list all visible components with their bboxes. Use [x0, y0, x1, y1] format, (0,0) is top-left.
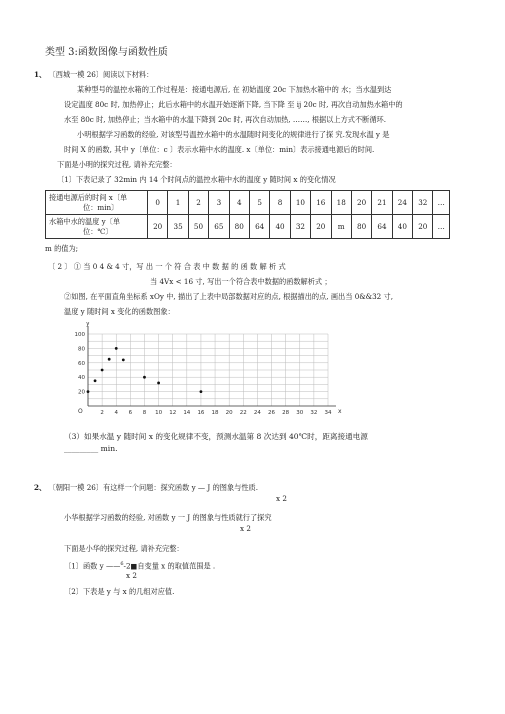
y-tick-label: 80 [78, 346, 85, 353]
data-table [45, 190, 450, 239]
row-header: 水箱中水的温度 y〔单 位：℃〕 [46, 215, 148, 239]
question-2-part-1: 〔1〕函数 y ——$^6$-2■自变量 x 的取值范围是 . [64, 561, 216, 571]
data-point [122, 359, 125, 362]
x-tick-label: 30 [296, 410, 304, 416]
table-cell: 80 [229, 215, 249, 239]
table-cell: 20 [413, 215, 433, 239]
part-2-line-c: ②如图, 在平面直角坐标系 xOy 中, 描出了上表中局部数据对应的点, 根据描出的点, 画出当 0&&32 寸, [64, 292, 393, 301]
data-point [101, 369, 104, 372]
table-cell: 20 [351, 191, 371, 215]
x-tick-label: 12 [169, 410, 177, 416]
y-tick-label: 20 [78, 389, 85, 396]
table-cell: 50 [188, 215, 208, 239]
paragraph-line: 水至 80c 时, 加热停止；当水箱中的水温下降到 20c 时, 再次自动加热, ……, 根据以上方式不断循环. [64, 115, 386, 124]
table-cell: 64 [249, 215, 269, 239]
question-2-part-2: 〔2〕下表是 y 与 x 的几组对应值. [64, 587, 175, 596]
x-tick-label: 26 [268, 410, 276, 416]
paragraph-line: 设定温度 80c 时, 加热停止；此后水箱中的水温开始逐渐下降, 当下降 至 ij 20c 时, 再次自动加热水箱中的 [64, 100, 403, 109]
x-tick-label: 2 [100, 410, 104, 416]
table-cell: 5 [249, 191, 269, 215]
part-2-line-d: 温度 y 随时间 x 变化的函数图象： [64, 307, 175, 316]
question-2-header [34, 483, 258, 492]
data-point [108, 358, 111, 361]
x-tick-label: 22 [239, 410, 247, 416]
table-cell: 4 [229, 191, 249, 215]
x-tick-label: 16 [197, 410, 205, 416]
table-cell: m [331, 215, 351, 239]
data-point [94, 379, 97, 382]
x-tick-label: 10 [155, 410, 163, 416]
data-point [115, 347, 118, 350]
question-2-intro: 下面是小华的探究过程, 请补充完整： [64, 544, 184, 553]
fraction-denominator: x 2 [240, 524, 251, 533]
paragraph-line: 某种型号的温控水箱的工作过程是：接通电源后, 在 初始温度 20c 下加热水箱中的 水；当水温到达 [77, 85, 392, 94]
y-tick-label: 60 [78, 360, 85, 367]
table-cell: 32 [290, 215, 310, 239]
x-tick-label: 4 [114, 410, 118, 416]
row-header: 接通电源后的时间 x〔单 位：min〕 [46, 191, 148, 215]
table-row [46, 215, 450, 239]
table-cell: 8 [270, 191, 290, 215]
part-2-line-a: 〔 2 〕 ① 当 0 4 & 4 寸，写 出 一 个 符 合 表 中 数 据 的 函 数 解 析 式 [48, 262, 286, 271]
table-cell: 2 [188, 191, 208, 215]
part-3-line-a: （3）如果水温 y 随时间 x 的变化规律不变，预测水温第 8 次达到 40℃时，距离接通电源 [64, 432, 368, 441]
table-cell: 24 [392, 191, 412, 215]
table-cell: 80 [351, 215, 371, 239]
table-row [46, 191, 450, 215]
part-3-line-b: _________ min. [64, 444, 118, 453]
fraction-denominator: x 2 [126, 571, 137, 580]
x-tick-label: 34 [324, 410, 332, 416]
table-cell: … [433, 191, 450, 215]
table-cell: 20 [148, 215, 168, 239]
y-tick-label: 40 [78, 375, 85, 382]
question-2-line: 小华根据学习函数的经验, 对函数 y 一 J 的图象与性质就行了探究 [64, 513, 272, 522]
table-cell: 32 [413, 191, 433, 215]
data-point [157, 382, 160, 385]
paragraph-line: 小明根据学习函数的经验, 对该型号温控水箱中的水温随时间变化的规律进行了探 究.发现水温 y 是 [77, 130, 390, 139]
table-cell: 10 [290, 191, 310, 215]
fraction-denominator: x 2 [276, 494, 287, 503]
x-tick-label: 8 [142, 410, 147, 416]
question-number: 1、 [34, 70, 47, 79]
data-point [143, 376, 146, 379]
exploration-intro: 下面是小明的探究过程, 请补充完整： [57, 160, 177, 169]
x-tick-label: 18 [211, 410, 219, 416]
table-cell: 40 [392, 215, 412, 239]
data-point [200, 390, 203, 393]
x-tick-label: 32 [310, 410, 318, 416]
x-tick-label: 6 [128, 410, 133, 416]
page-title: 类型 3:函数图像与函数性质 [45, 47, 168, 58]
x-axis-label: x [338, 408, 342, 415]
table-cell: 65 [209, 215, 229, 239]
table-cell: 0 [148, 191, 168, 215]
y-axis-label: y [86, 322, 90, 327]
m-value-line: m 的值为; [45, 244, 79, 253]
x-tick-label: 14 [183, 410, 191, 416]
question-statement: 〔朝阳一模 26〕有这样一个问题：探究函数 y — J 的图象与性质. [48, 483, 258, 492]
question-source: 〔西城一模 26〕阅读以下材料： [48, 70, 154, 79]
table-cell: … [433, 215, 450, 239]
table-cell: 35 [168, 215, 188, 239]
scatter-chart [66, 322, 356, 424]
table-cell: 20 [311, 215, 331, 239]
paragraph-line: 时间 X 的函数, 其中 y〔单位：c 〕表示水箱中水的温度. x〔单位：min〕表示接通电源后的时间. [64, 145, 375, 154]
table-cell: 21 [372, 191, 392, 215]
table-cell: 40 [270, 215, 290, 239]
table-cell: 3 [209, 191, 229, 215]
y-tick-label: 100 [74, 332, 85, 338]
part-2-line-b: 当 4Vx < 16 寸, 写出一个符合表中数据的函数解析式 ； [150, 277, 332, 286]
x-tick-label: 24 [253, 410, 261, 416]
table-cell: 64 [372, 215, 392, 239]
question-number: 2、 [34, 483, 47, 492]
origin-label: O [78, 408, 83, 415]
table-cell: 16 [311, 191, 331, 215]
x-tick-label: 20 [225, 410, 233, 416]
part-1-text: 〔1〕下表记录了 32min 内 14 个时间点的温控水箱中水的温度 y 随时间 x 的变化情况 [57, 175, 336, 184]
x-tick-label: 28 [282, 410, 290, 416]
table-cell: 1 [168, 191, 188, 215]
table-cell: 18 [331, 191, 351, 215]
question-1-header [34, 70, 153, 79]
data-point [87, 390, 90, 393]
